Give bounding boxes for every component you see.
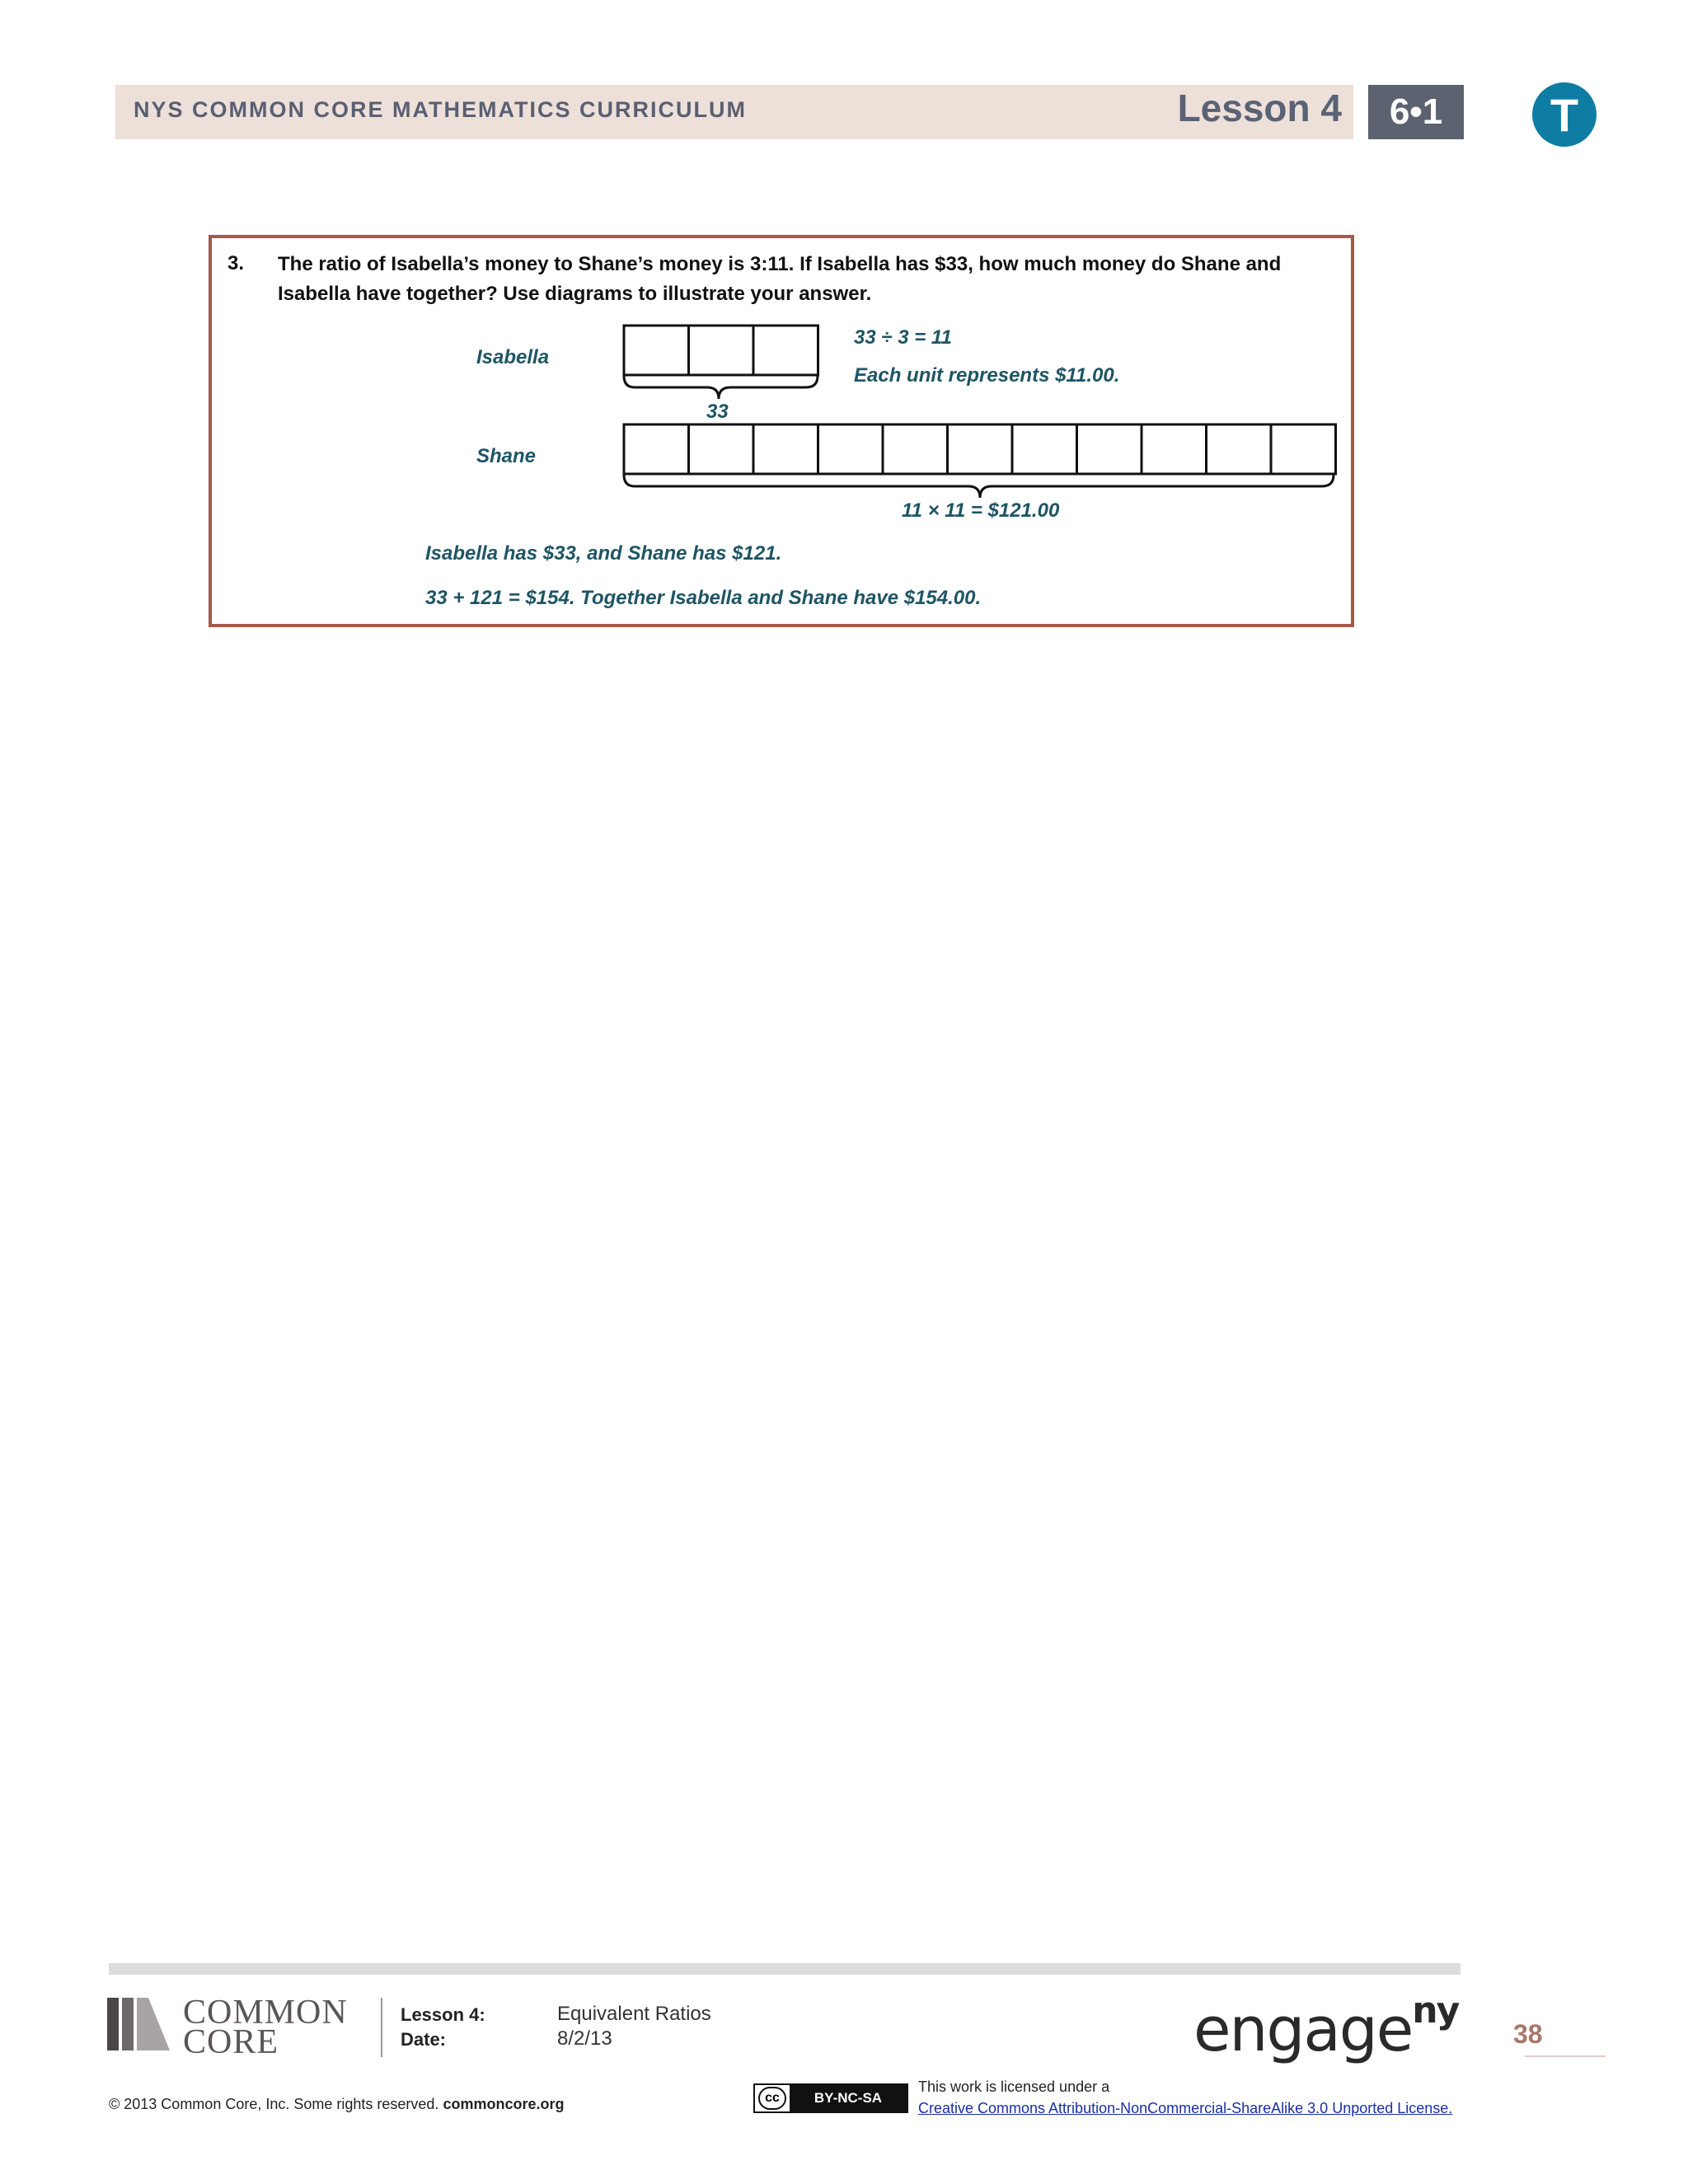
answer-line-1: Isabella has $33, and Shane has $121.: [425, 542, 782, 565]
engage-ny-text: ny: [1412, 1990, 1459, 2032]
isabella-label: Isabella: [476, 346, 550, 368]
shane-unit-box: [1271, 424, 1336, 474]
answer-line-2: 33 + 121 = $154. Together Isabella and Shane have $154.00.: [425, 587, 982, 609]
unit-value-text: Each unit represents $11.00.: [854, 364, 1120, 387]
engage-text: engage: [1193, 1994, 1413, 2065]
engage-ny-logo: [1193, 1990, 1459, 2065]
shane-unit-box: [1012, 424, 1077, 474]
shane-unit-box: [1142, 424, 1207, 474]
copyright-text: [109, 2096, 564, 2113]
shane-unit-box: [1077, 424, 1142, 474]
copyright-main: © 2013 Common Core, Inc. Some rights reserved.: [109, 2096, 439, 2112]
date-value: 8/2/13: [557, 2027, 612, 2050]
grade-module-badge: 6•1: [1368, 85, 1464, 139]
division-text: 33 ÷ 3 = 11: [854, 326, 952, 349]
problem-number: 3.: [227, 252, 245, 274]
problem-question: The ratio of Isabella’s money to Shane’s money is 3:11. If Isabella has $33, how much money do Shane and Isabella have together? Use diagrams to illustrate your answer.: [278, 253, 1282, 305]
logo-core-text: CORE: [183, 2023, 279, 2061]
logo-common-text: COMMON: [183, 1994, 348, 2032]
isabella-unit-box: [624, 326, 689, 375]
curriculum-title: NYS COMMON CORE MATHEMATICS CURRICULUM: [134, 97, 747, 122]
cc-license-badge[interactable]: [753, 2083, 908, 2113]
page-number-rule: [1525, 2055, 1606, 2057]
isabella-brace: [624, 376, 818, 399]
cc-icon: cc: [758, 2087, 786, 2110]
page-number: 38: [1513, 2019, 1543, 2049]
date-label: Date:: [401, 2029, 447, 2050]
lesson-value: Equivalent Ratios: [557, 2003, 711, 2025]
license-intro: This work is licensed under a: [918, 2079, 1110, 2095]
shane-unit-box: [818, 424, 884, 474]
shane-total: 11 × 11 = $121.00: [902, 499, 1060, 522]
shane-unit-box: [624, 424, 689, 474]
shane-unit-box: [689, 424, 754, 474]
lesson-label: Lesson 4:: [401, 2004, 485, 2025]
isabella-tape: [624, 326, 818, 375]
copyright-site: commoncore.org: [443, 2096, 565, 2112]
tape-diagram: [0, 0, 1688, 659]
isabella-unit-box: [689, 326, 754, 375]
shane-tape: [624, 424, 1336, 474]
footer-rule: [109, 1963, 1461, 1975]
common-core-logo-icon: [107, 1998, 173, 2050]
shane-unit-box: [883, 424, 948, 474]
shane-unit-box: [753, 424, 818, 474]
license-link[interactable]: Creative Commons Attribution-NonCommercial-ShareAlike 3.0 Unported License.: [918, 2100, 1453, 2116]
shane-unit-box: [948, 424, 1013, 474]
teacher-badge-icon: T: [1532, 82, 1597, 147]
footer-divider: [381, 1998, 382, 2057]
shane-brace: [624, 475, 1334, 498]
shane-unit-box: [1207, 424, 1272, 474]
lesson-title: Lesson 4: [1177, 87, 1342, 129]
isabella-unit-box: [753, 326, 818, 375]
shane-label: Shane: [476, 445, 537, 467]
isabella-total: 33: [706, 401, 729, 423]
cc-badge-text: BY-NC-SA: [790, 2085, 907, 2111]
